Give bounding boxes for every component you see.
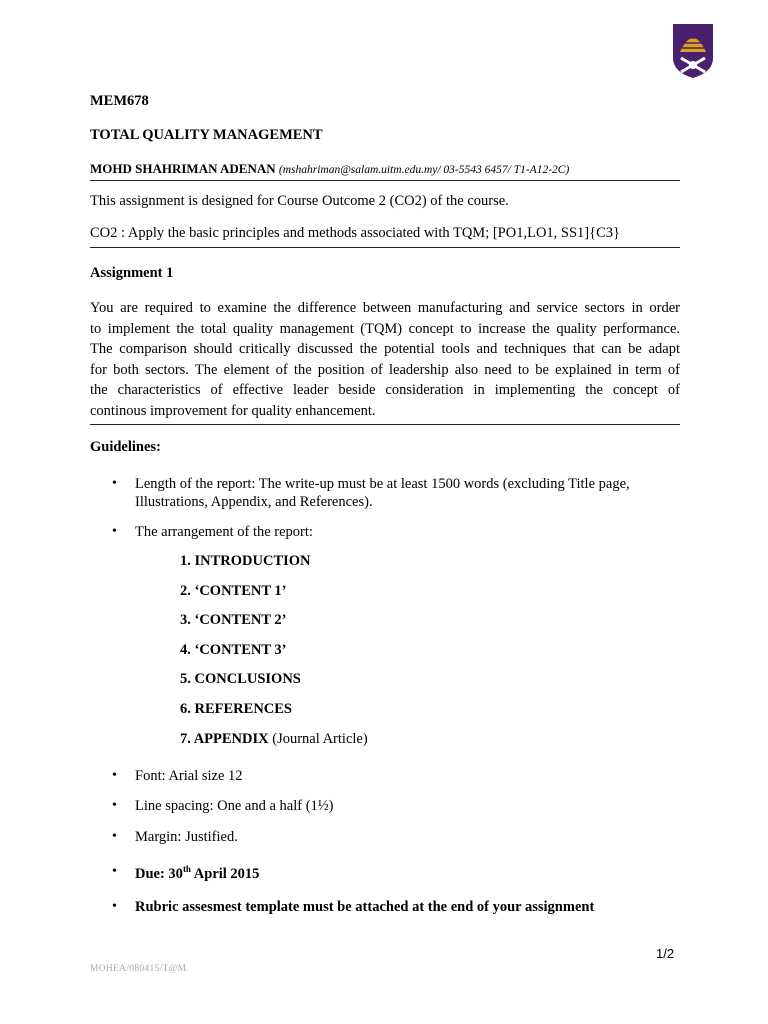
guideline-length: Length of the report: The write-up must be at least 1500 words (excluding Title page,: [135, 476, 630, 492]
co2-statement: CO2 : Apply the basic principles and methods associated with TQM; [PO1,LO1, SS1]{C3}: [90, 225, 620, 241]
paragraph-line: continous improvement for quality enhancement.: [90, 402, 376, 419]
guideline-line-spacing: Line spacing: One and a half (1½): [135, 798, 334, 814]
paragraph-line: to implement the total quality management (TQM) concept to increase the quality performance.: [90, 320, 680, 337]
guideline-arrangement: The arrangement of the report:: [135, 524, 313, 540]
bullet-icon: •: [112, 768, 117, 783]
bullet-icon: •: [112, 524, 117, 539]
section-item: 5. CONCLUSIONS: [180, 671, 301, 687]
course-outcome-line: This assignment is designed for Course Outcome 2 (CO2) of the course.: [90, 193, 509, 209]
page-number: 1/2: [656, 946, 675, 961]
bullet-icon: •: [112, 476, 117, 491]
section-item-appendix: [180, 731, 368, 748]
paragraph-line: the characteristics of effective leader beside consideration in implementing the concept of: [90, 382, 680, 398]
bullet-icon: •: [112, 829, 117, 844]
university-crest-icon: [670, 22, 716, 80]
section-item: 2. ‘CONTENT 1’: [180, 583, 287, 599]
guideline-length-cont: Illustrations, Appendix, and References).: [135, 494, 373, 510]
bullet-icon: •: [112, 899, 117, 914]
divider: [90, 247, 680, 248]
lecturer-name: MOHD SHAHRIMAN ADENAN: [90, 161, 276, 176]
lecturer-contact: (mshahriman@salam.uitm.edu.my/ 03-5543 6457/ T1-A12-2C): [278, 164, 570, 176]
paragraph-line: for both sectors. The element of the position of leadership also need to be explained in term of: [90, 361, 680, 378]
due-ordinal: th: [182, 864, 191, 874]
section-item: 6. REFERENCES: [180, 701, 292, 717]
bullet-icon: •: [112, 798, 117, 813]
bullet-icon: •: [112, 864, 117, 879]
assignment-description: [90, 298, 680, 421]
paragraph-line: The comparison should critically discussed the potential tools and techniques that can be adapt: [90, 341, 680, 357]
appendix-note: (Journal Article): [272, 731, 368, 747]
divider: [90, 180, 680, 181]
document-id: MOHEA/080415/T@M: [90, 964, 187, 974]
course-title: TOTAL QUALITY MANAGEMENT: [90, 127, 323, 143]
section-item: 1. INTRODUCTION: [180, 553, 311, 569]
section-label: 7. APPENDIX: [180, 731, 269, 747]
paragraph-line: You are required to examine the difference between manufacturing and service sectors in order: [90, 300, 680, 316]
divider: [90, 424, 680, 425]
course-code: MEM678: [90, 93, 149, 109]
due-prefix: Due: 30: [135, 865, 183, 882]
guideline-rubric: Rubric assesmest template must be attached at the end of your assignment: [135, 899, 595, 915]
guideline-due-date: [135, 864, 259, 883]
due-suffix: April 2015: [190, 865, 260, 882]
guideline-margin: Margin: Justified.: [135, 829, 238, 845]
section-item: 4. ‘CONTENT 3’: [180, 642, 287, 658]
lecturer-line: [90, 161, 569, 177]
guidelines-heading: Guidelines:: [90, 439, 161, 455]
assignment-heading: Assignment 1: [90, 265, 174, 281]
guideline-font: Font: Arial size 12: [135, 768, 243, 784]
section-item: 3. ‘CONTENT 2’: [180, 612, 287, 628]
